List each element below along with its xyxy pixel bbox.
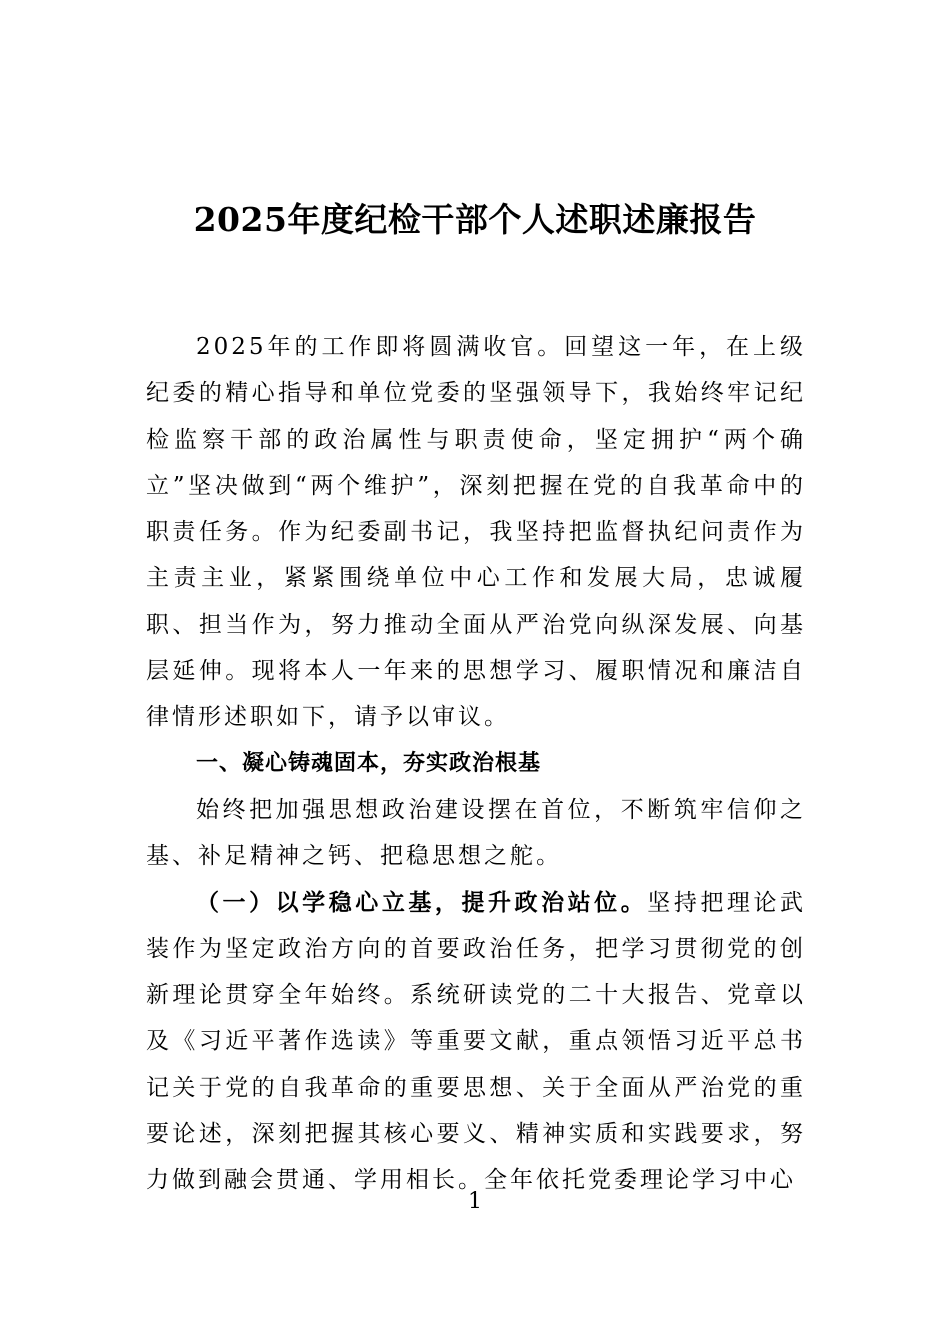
section-1-intro-paragraph: 始终把加强思想政治建设摆在首位，不断筑牢信仰之基、补足精神之钙、把稳思想之舵。 [146,796,806,870]
subsection-1-paragraph [146,880,806,1204]
page-number: 1 [468,1189,482,1214]
intro-paragraph: 2025年的工作即将圆满收官。回望这一年，在上级纪委的精心指导和单位党委的坚强领导下，我始终牢记纪检监察干部的政治属性与职责使命，坚定拥护“两个确立”坚决做到“两个维护”，深刻把握在党的自我革命中的职责任务。作为纪委副书记，我坚持把监督执纪问责作为主责主业，紧紧围绕单位中心工作和发展大局，忠诚履职、担当作为，努力推动全面从严治党向纵深发展、向基层延伸。现将本人一年来的思想学习、履职情况和廉洁自律情形述职如下，请予以审议。 [146,334,806,731]
subsection-1-lead: （一）以学稳心立基，提升政治站位。 [196,888,648,916]
document-title: 2025年度纪检干部个人述职述廉报告 [193,200,757,239]
document-body [146,324,806,1204]
section-heading-1: 一、凝心铸魂固本，夯实政治根基 [196,750,542,776]
subsection-1-text: 坚持把理论武装作为坚定政治方向的首要政治任务，把学习贯彻党的创新理论贯穿全年始终。系统研读党的二十大报告、党章以及《习近平著作选读》等重要文献，重点领悟习近平总书记关于党的自我革命的重要思想、关于全面从严治党的重要论述，深刻把握其核心要义、精神实质和实践要求，努力做到融会贯通、学用相长。全年依托党委理论学习中心 [146,889,807,1194]
